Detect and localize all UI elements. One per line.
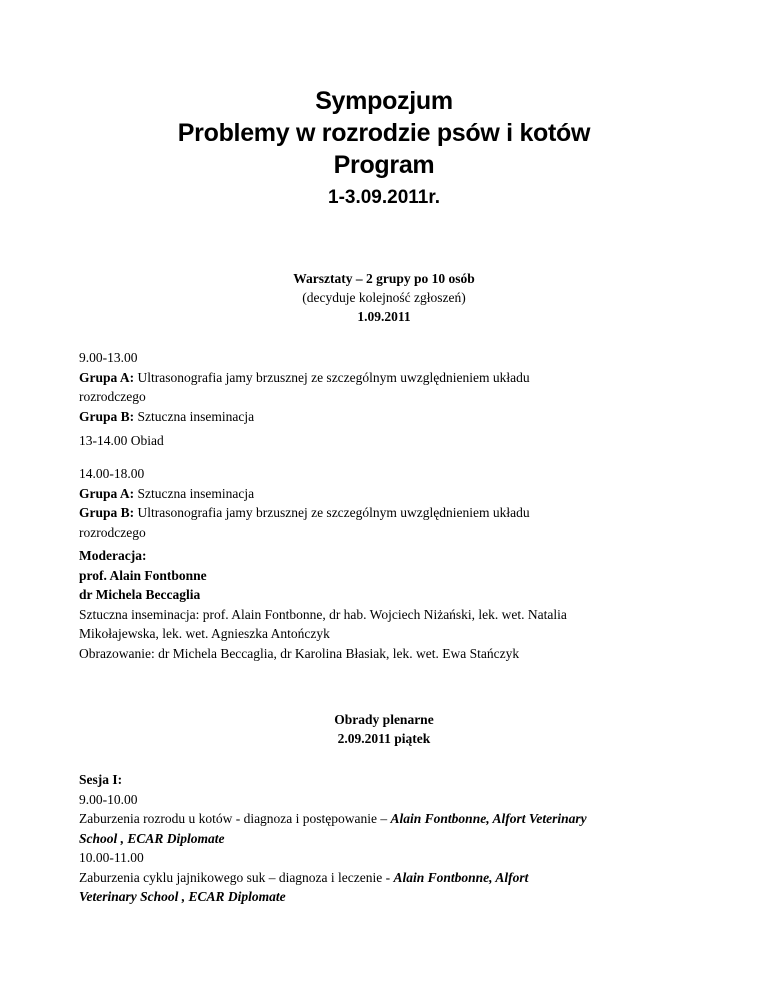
lunch-text: 13-14.00 Obiad <box>79 433 164 448</box>
group-b-text: Sztuczna inseminacja <box>134 408 255 424</box>
group-b-label: Grupa B: <box>79 505 135 521</box>
talk-2-time: 10.00-11.00 <box>79 850 144 865</box>
afternoon-block <box>79 464 699 542</box>
session-label: Sesja I: <box>79 772 123 787</box>
group-b-label: Grupa B: <box>79 408 135 424</box>
imaging-staff: Obrazowanie: dr Michela Beccaglia, dr Karolina Błasiak, lek. wet. Ewa Stańczyk <box>79 645 520 661</box>
morning-block <box>79 348 699 426</box>
insemination-staff-cont: Mikołajewska, lek. wet. Agnieszka Antończyk <box>79 626 330 642</box>
workshops-note: (decyduje kolejność zgłoszeń) <box>302 290 466 305</box>
talk-1-title: Zaburzenia rozrodu u kotów - diagnoza i postępowanie – <box>79 811 391 827</box>
group-a-label: Grupa A: <box>79 369 135 385</box>
talk-2-speaker: Alain Fontbonne, Alfort <box>393 869 529 885</box>
talk-2-title: Zaburzenia cyklu jajnikowego suk – diagnoza i leczenie - <box>79 869 394 885</box>
talk-1-time: 9.00-10.00 <box>79 791 138 807</box>
plenary-date: 2.09.2011 piątek <box>337 731 431 746</box>
event-dates: 1-3.09.2011r. <box>328 187 440 208</box>
morning-group-b <box>79 407 699 427</box>
plenary-heading: Obrady plenarne <box>334 712 434 727</box>
morning-group-a-cont: rozrodczego <box>79 389 146 405</box>
afternoon-group-a <box>79 484 699 504</box>
group-a-label: Grupa A: <box>79 485 135 501</box>
talk-1-speaker-cont: School , ECAR Diplomate <box>79 830 225 846</box>
morning-group-a <box>79 368 699 388</box>
morning-time: 9.00-13.00 <box>79 350 138 365</box>
lunch-line <box>79 431 699 451</box>
title-line-2: Problemy w rozrodzie psów i kotów <box>177 119 591 147</box>
moderation-block <box>79 546 699 664</box>
workshops-heading: Warsztaty – 2 grupy po 10 osób <box>293 271 475 286</box>
talk-1-speaker: Alain Fontbonne, Alfort Veterinary <box>390 811 587 827</box>
talk-2-speaker-cont: Veterinary School , ECAR Diplomate <box>79 889 286 905</box>
insemination-staff: Sztuczna inseminacja: prof. Alain Fontbonne, dr hab. Wojciech Niżański, lek. wet. Natalia <box>79 606 567 622</box>
title-line-3: Program <box>333 151 435 179</box>
talk-2-line <box>79 868 699 888</box>
talk-2-block <box>79 848 699 907</box>
moderator-1: prof. Alain Fontbonne <box>79 567 207 583</box>
moderation-label: Moderacja: <box>79 548 147 563</box>
afternoon-group-b-cont: rozrodczego <box>79 524 146 540</box>
moderator-2: dr Michela Beccaglia <box>79 587 201 603</box>
group-a-text: Ultrasonografia jamy brzusznej ze szczególnym uwzględnieniem układu <box>134 369 530 385</box>
talk-1-line <box>79 809 699 829</box>
workshops-date: 1.09.2011 <box>357 309 411 324</box>
afternoon-group-b <box>79 503 699 523</box>
group-b-text: Ultrasonografia jamy brzusznej ze szczególnym uwzględnieniem układu <box>134 505 530 521</box>
group-a-text: Sztuczna inseminacja <box>134 485 255 501</box>
afternoon-time: 14.00-18.00 <box>79 466 145 481</box>
title-line-1: Sympozjum <box>315 87 453 115</box>
session-1-block <box>79 770 699 848</box>
